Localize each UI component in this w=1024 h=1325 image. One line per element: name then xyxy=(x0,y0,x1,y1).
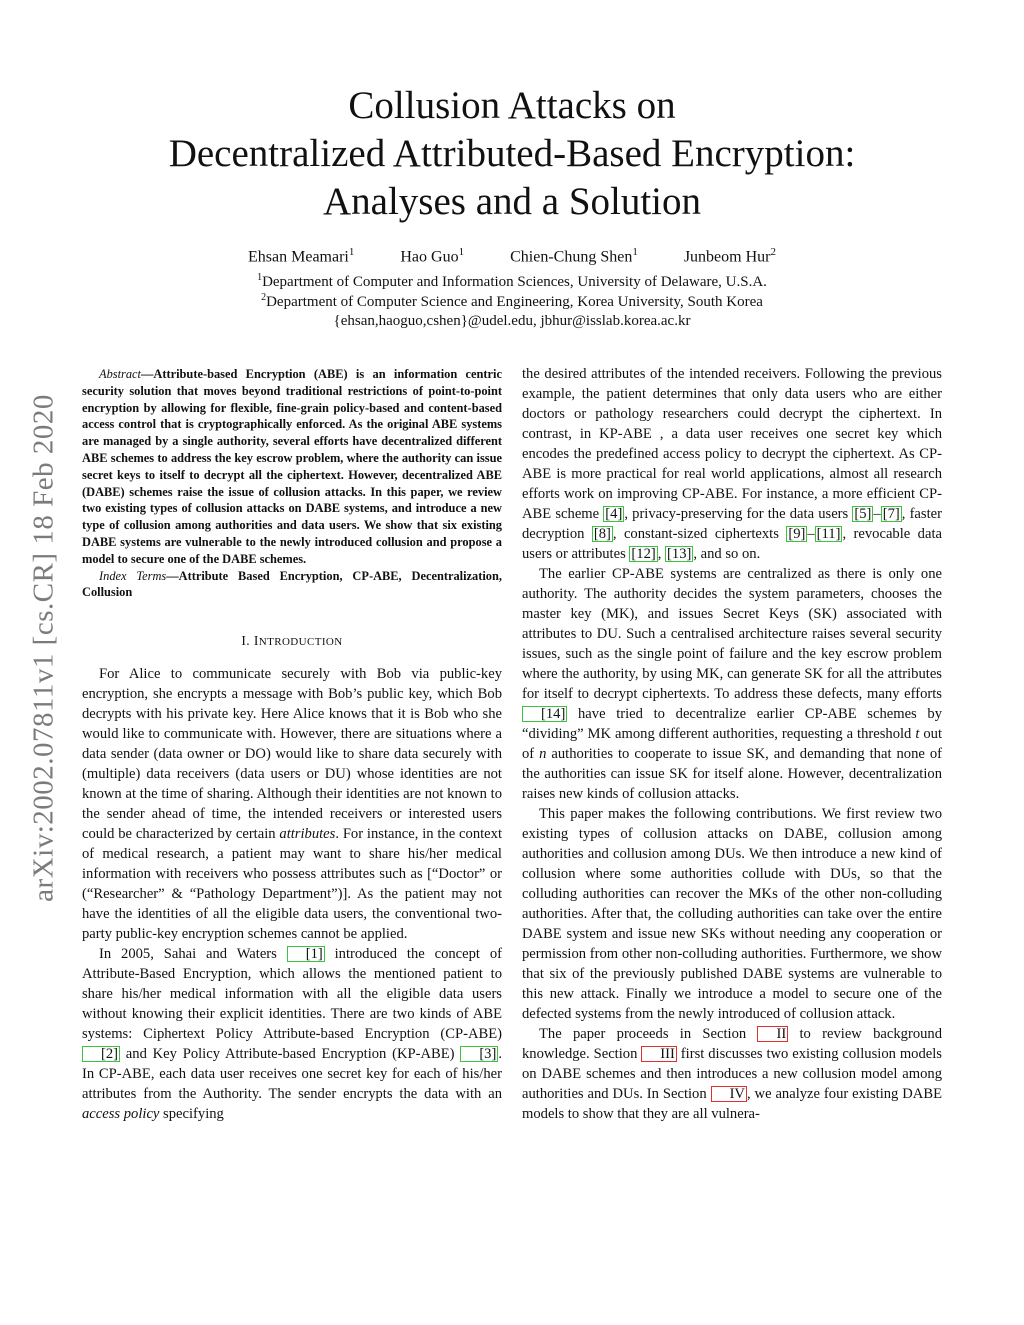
citation-link[interactable]: [12] xyxy=(631,546,656,562)
citation-link[interactable]: [9] xyxy=(788,526,806,542)
citation-link[interactable]: [5] xyxy=(854,506,872,522)
citation-link[interactable]: [2] xyxy=(82,1046,120,1062)
citation-link[interactable]: [3] xyxy=(460,1046,498,1062)
left-column xyxy=(82,366,502,1124)
index-terms: Index Terms—Attribute Based Encryption, CP-ABE, Decentralization, Collusion xyxy=(82,568,502,600)
affiliation-1: $^1$Department of Computer and Information Sciences, University of Delaware, U.S.A. xyxy=(257,272,767,290)
citation-link[interactable]: [7] xyxy=(882,506,900,522)
abstract: Abstract—Attribute-based Encryption (ABE) is an information centric security solution that moves beyond traditional restrictions of point-to-point encryption by allowing for flexible, fine-grain policy-based and content-based access control that is cryptographically enforced. As the original ABE systems are managed by a single authority, several efforts have decentralized different ABE schemes to address the key escrow problem, where the authority can issue secret keys to itself to decrypt all the ciphertext. However, decentralized ABE (DABE) schemes raise the issue of collusion attacks. In this paper, we review two existing types of collusion attacks on DABE systems, and introduce a new type of collusion among authorities and data users. We show that six existing DABE systems are vulnerable to the newly introduced collusion and propose a model to secure one of the DABE schemes. xyxy=(82,367,502,566)
paragraph: the desired attributes of the intended receivers. Following the previous example, the patient determines that only data users who are either doctors or pathology researchers could decrypt the ciphertext. In contrast, in KP-ABE , a data user receives one secret key which encodes the predefined access policy to decrypt the ciphertext. As CP-ABE is more practical for real world applications, almost all research efforts work on improving CP-ABE. For instance, a more efficient CP-ABE scheme [4] , privacy-preserving for the data users [5] – [7] , faster decryption [8] , constant-sized ciphertexts [9] – [11] , revocable data users or attributes [12] , [13] , and so on. xyxy=(522,366,942,562)
author: Chien-Chung Shen$^1$ xyxy=(510,246,638,266)
paragraph: The earlier CP-ABE systems are centralized as there is only one authority. The authority decides the system parameters, chooses the master key (MK), and issues Secret Keys (SK) associated with attributes to DU. Such a centralised architecture raises several security issues, such as the single point of failure and the key escrow problem where the authority, by using MK, can generate SK for all the attributes for itself to decrypt ciphertexts. To address these defects, many efforts [14] have tried to decentralize earlier CP-ABE schemes by “dividing” MK among different authorities, requesting a threshold t out of n authorities to cooperate to issue SK, and demanding that none of the authorities can issue SK for itself alone. However, decentralization raises new kinds of collusion attacks. xyxy=(522,566,942,802)
arxiv-stamp-text: arXiv:2002.07811v1 [cs.CR] 18 Feb 2020 xyxy=(27,393,60,902)
paper-title xyxy=(0,82,1024,226)
paragraph: The paper proceeds in Section II to review background knowledge. Section III first discusses two existing collusion models on DABE schemes and then introduces a new collusion model among authorities and DUs. In Section IV , we analyze four existing DABE models to show that they are all vulnera- xyxy=(522,1026,943,1122)
citation-link[interactable]: [14] xyxy=(522,706,567,722)
author: Junbeom Hur$^2$ xyxy=(683,246,776,266)
index-terms-label: Index Terms xyxy=(99,568,167,583)
abstract-label: Abstract xyxy=(99,367,141,381)
paragraph: For Alice to communicate securely with Bob via public-key encryption, she encrypts a message with Bob’s public key, which Bob decrypts with his private key. Here Alice knows that it is Bob who she would like to communicate with. However, there are situations where a data sender (data owner or DO) would like to share data securely with (multiple) data receivers (data users or DU) whose identities are not known at the time of sharing. Although their identities are not known to the sender ahead of time, the intended receivers or interested users could be characterized by certain attributes. For instance, in the context of medical research, a patient may want to share his/her medical information with receivers who possess attributes such as [“Doctor” or (“Researcher” & “Pathology Department”)]. As the patient may not have the identities of all the eligible data users, the conventional two-party public-key encryption schemes cannot be applied. xyxy=(82,666,502,943)
author-emails: {ehsan,haoguo,cshen}@udel.edu, jbhur@isslab.korea.ac.kr xyxy=(333,313,691,329)
citation-link[interactable]: [4] xyxy=(605,506,623,522)
right-column xyxy=(522,364,942,1124)
section-link[interactable]: II xyxy=(757,1026,788,1042)
paragraph: This paper makes the following contributions. We first review two existing types of collusion attacks on DABE, collusion among authorities and collusion among DUs. We then introduce a new kind of collusion where some authorities collude with DUs, so that the colluding authorities can recover the MKs of the other non-colluding authorities. After that, the colluding authorities can take over the entire DABE system and issue new SKs without needing any cooperation or permission from other non-colluding authorities. Furthermore, we show that six of the previously published DABE systems are vulnerable to this new attack. Finally we introduce a model to secure one of the defected systems from the newly introduced of collusion attack. xyxy=(522,806,942,1022)
arxiv-stamp xyxy=(24,350,64,945)
citation-link[interactable]: [8] xyxy=(593,526,611,542)
section-link[interactable]: III xyxy=(641,1046,677,1062)
affiliation-2: $^2$Department of Computer Science and Engineering, Korea University, South Korea xyxy=(261,292,763,310)
section-link[interactable]: IV xyxy=(711,1086,747,1102)
paragraph: In 2005, Sahai and Waters [1] introduced the concept of Attribute-Based Encryption, which allows the mentioned patient to share his/her medical information with all the eligible data users without knowing their explicit identities. There are two kinds of ABE systems: Ciphertext Policy Attribute-based Encryption (CP-ABE) [2] and Key Policy Attribute-based Encryption (KP-ABE) [3] . In CP-ABE, each data user receives one secret key for each of his/her attributes from the Authority. The sender encrypts the data with an access policy specifying xyxy=(82,946,502,1123)
author: Ehsan Meamari$^1$ xyxy=(248,246,355,266)
author-list xyxy=(0,246,1024,266)
title-line-1: Collusion Attacks on xyxy=(348,84,676,127)
citation-link[interactable]: [11] xyxy=(816,526,841,542)
title-line-3: Analyses and a Solution xyxy=(322,180,702,223)
citation-link[interactable]: [13] xyxy=(667,546,692,562)
section-heading-introduction: I. INTRODUCTION xyxy=(241,633,343,649)
author: Hao Guo$^1$ xyxy=(400,246,465,266)
title-line-2: Decentralized Attributed-Based Encryption: xyxy=(168,132,856,175)
citation-link[interactable]: [1] xyxy=(287,946,325,962)
